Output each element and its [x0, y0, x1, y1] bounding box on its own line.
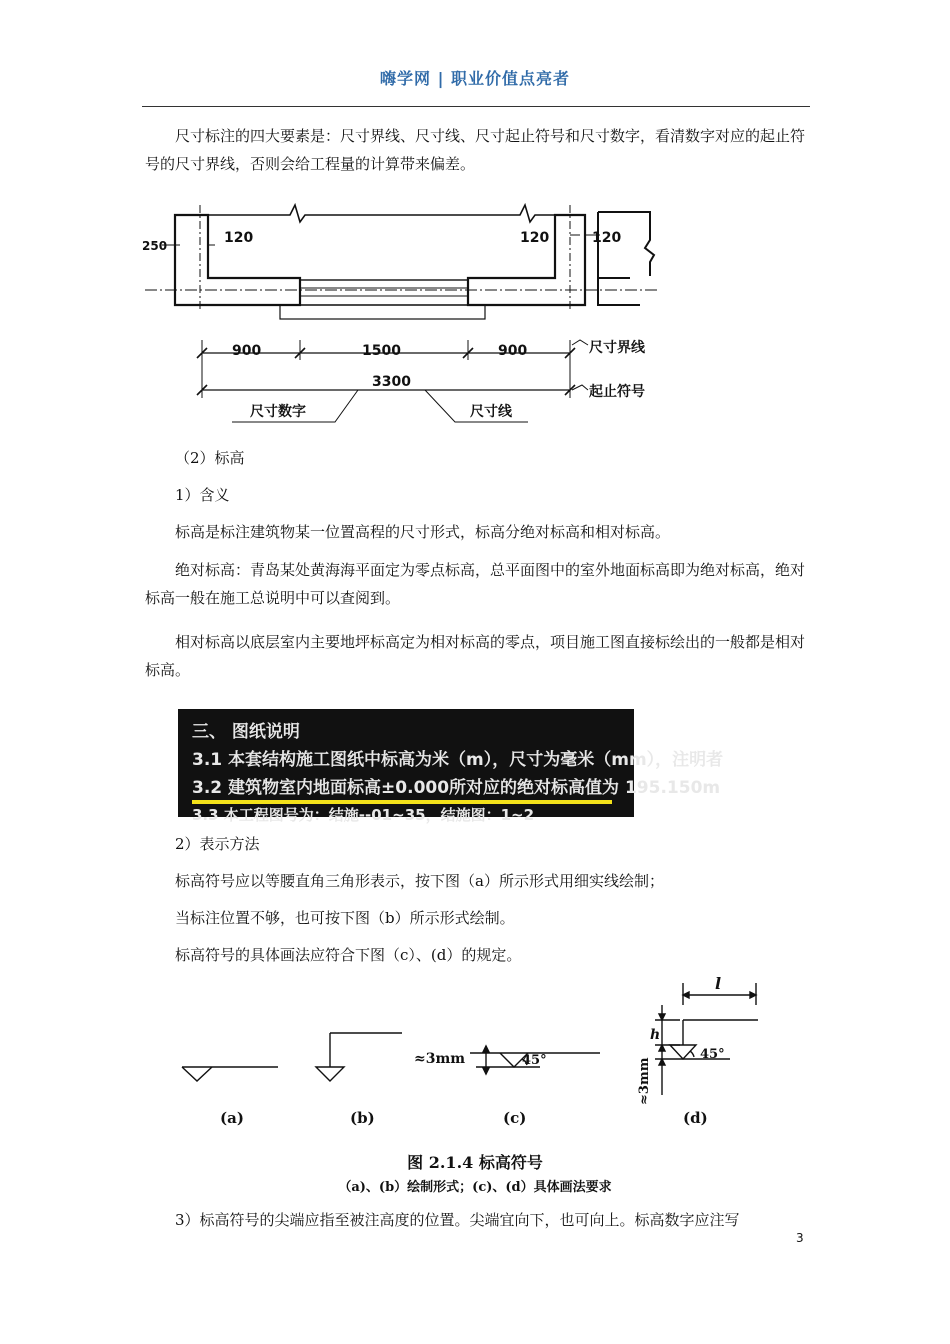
notice-line-1: 三、 图纸说明 — [192, 722, 300, 742]
heading-meaning: 1）含义 — [175, 486, 230, 504]
figure-subcaption: （a)、(b）绘制形式；(c)、(d）具体画法要求 — [338, 1180, 612, 1195]
wall-top-break-line — [206, 205, 565, 222]
header-divider — [142, 106, 810, 107]
notice-line-3: 3.2 建筑物室内地面标高±0.000所对应的绝对标高值为 195.150m — [192, 778, 721, 798]
paragraph-dimension-elements: 尺寸标注的四大要素是：尺寸界线、尺寸线、尺寸起止符号和尺寸数字，看清数字对应的起止符号的尺寸界线，否则会给工程量的计算带来偏差。 — [145, 127, 806, 173]
dim-3300: 3300 — [372, 374, 411, 390]
dimension-annotation-figure — [140, 200, 670, 435]
page-number: 3 — [796, 1231, 804, 1245]
d-length-l: l — [715, 974, 722, 993]
drawing-notes-image — [178, 709, 724, 824]
symbol-b — [316, 1033, 402, 1081]
label-c: (c) — [503, 1109, 527, 1127]
d-3mm: ≈3mm — [637, 1057, 652, 1105]
c-3mm: ≈3mm — [414, 1051, 466, 1067]
elevation-symbols-figure — [170, 975, 770, 1135]
label-dim-number: 尺寸数字 — [250, 404, 306, 420]
window-opening — [300, 280, 468, 305]
paragraph-symbol-tip: 3）标高符号的尖端应指至被注高度的位置。尖端宜向下，也可向上。标高数字应注写 — [175, 1211, 740, 1229]
d-height-h: h — [650, 1027, 661, 1043]
paragraph-symbol-form-b: 当标注位置不够，也可按下图（b）所示形式绘制。 — [175, 909, 515, 927]
left-wall-outline — [175, 215, 300, 305]
dim-1500: 1500 — [362, 343, 401, 359]
label-b: (b) — [350, 1109, 375, 1127]
dim-900-left: 900 — [232, 343, 262, 359]
right-wall-outline — [468, 215, 585, 305]
paragraph-elevation-definition: 标高是标注建筑物某一位置高程的尺寸形式，标高分绝对标高和相对标高。 — [175, 523, 671, 541]
label-a: (a) — [220, 1109, 244, 1127]
notice-line-4: 3.3 本工程图号为：结施--01~35，结施图：1~2 — [192, 806, 535, 824]
dim-250: 250 — [142, 239, 168, 253]
paragraph-symbol-form-a: 标高符号应以等腰直角三角形表示，按下图（a）所示形式用细实线绘制； — [175, 872, 664, 890]
paragraph-relative-elevation: 相对标高以底层室内主要地坪标高定为相对标高的零点，项目施工图直接标绘出的一般都是相对标高。 — [145, 633, 806, 679]
dim-900-right: 900 — [498, 343, 528, 359]
heading-elevation: （2）标高 — [175, 449, 245, 467]
notice-line-2: 3.1 本套结构施工图纸中标高为米（m），尺寸为毫米（mm），注明者 — [192, 750, 724, 770]
label-terminator: 起止符号 — [589, 384, 645, 400]
symbol-a — [182, 1067, 278, 1081]
dim-120-right: 120 — [592, 230, 622, 246]
figure-caption: 图 2.1.4 标高符号 — [407, 1153, 543, 1172]
dim-120-left: 120 — [224, 230, 254, 246]
heading-representation: 2）表示方法 — [175, 835, 260, 853]
label-dim-line: 尺寸线 — [470, 404, 512, 420]
dim-120-mid: 120 — [520, 230, 550, 246]
c-45deg: 45° — [522, 1053, 547, 1068]
symbol-d — [655, 983, 758, 1095]
d-45deg: 45° — [700, 1047, 725, 1062]
label-extension-line: 尺寸界线 — [589, 340, 645, 356]
page-header: 嗨学网 | 职业价值点亮者 — [380, 69, 570, 88]
far-right-wall — [598, 212, 654, 305]
paragraph-absolute-elevation: 绝对标高：青岛某处黄海海平面定为零点标高，总平面图中的室外地面标高即为绝对标高，绝对标高一般在施工总说明中可以查阅到。 — [145, 561, 806, 607]
label-d: (d) — [683, 1109, 708, 1127]
paragraph-symbol-rules: 标高符号的具体画法应符合下图（c）、(d）的规定。 — [175, 946, 522, 964]
